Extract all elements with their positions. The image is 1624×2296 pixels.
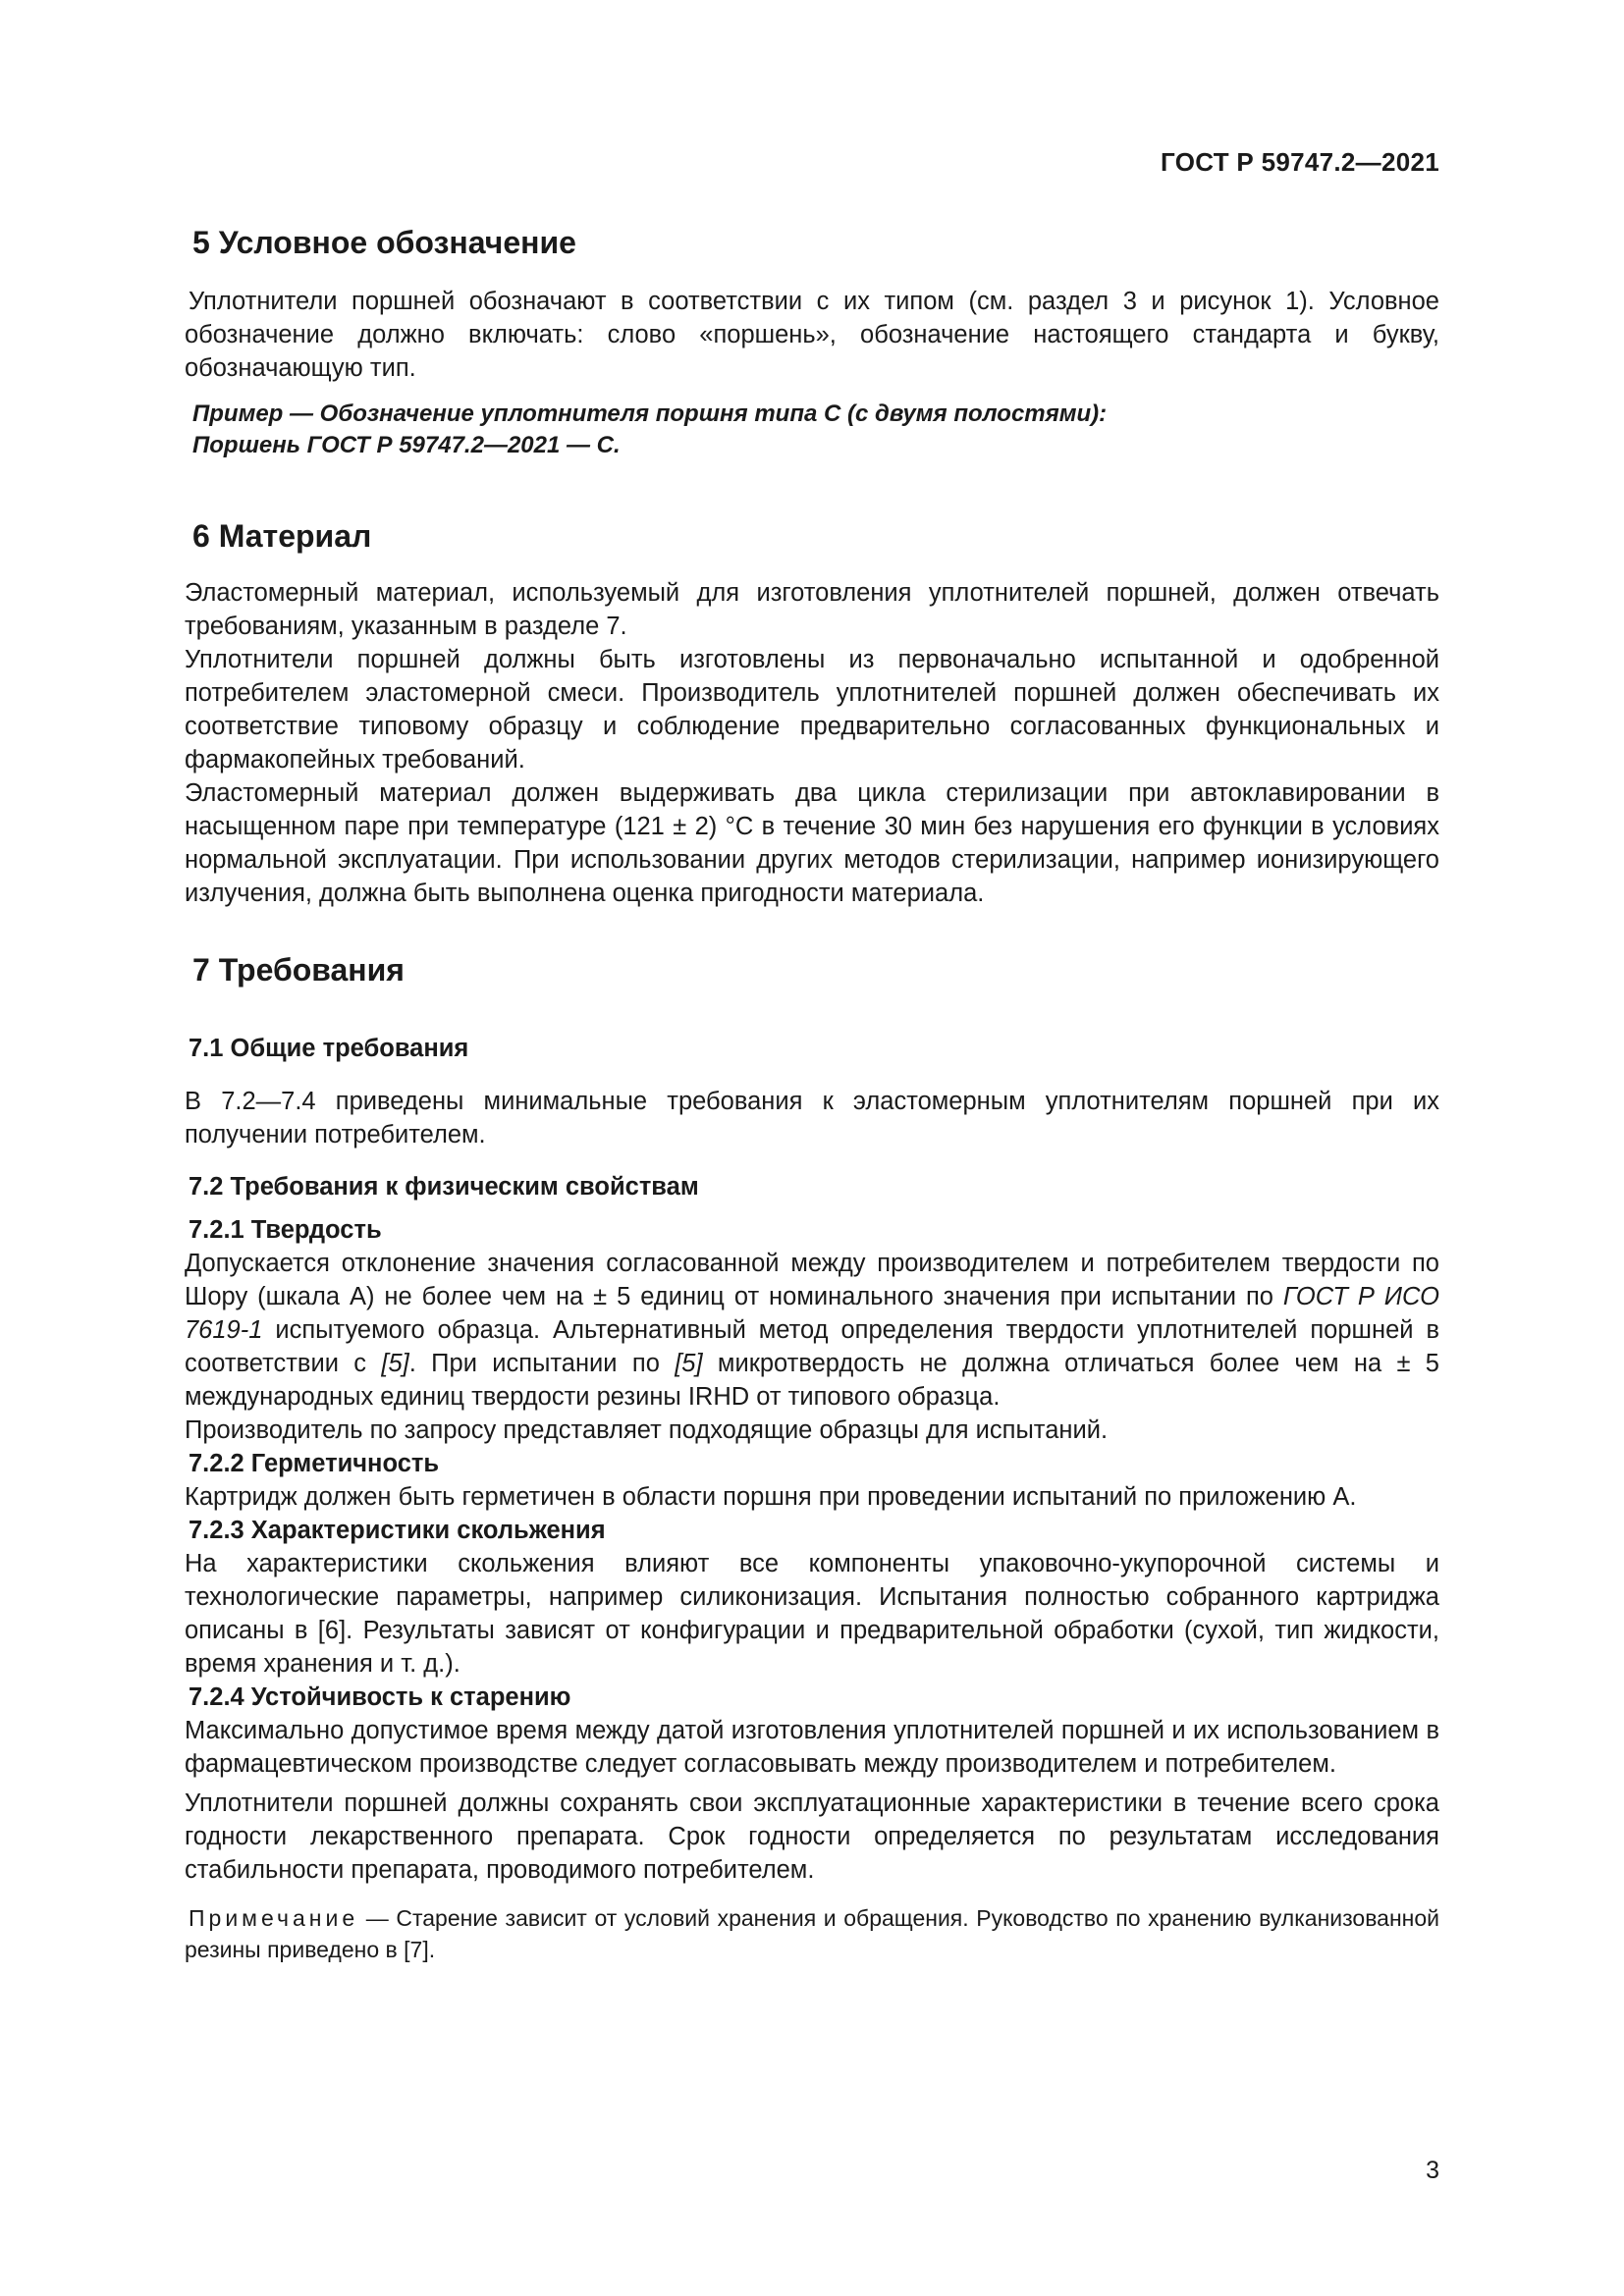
hardness-text-c: . При испытании по [408, 1350, 676, 1377]
section-5-title: 5 Условное обозначение [192, 225, 576, 260]
subsection-7-2-4-title: 7.2.4 Устойчивость к старению [189, 1683, 571, 1711]
subsection-7-2-4-paragraph-1: Максимально допустимое время между датой изготовления уплотнителей поршней и их использованием в фармацевтическом производстве следует согласовывать между производителем и потребителем. [185, 1717, 1439, 1778]
subsection-7-2-1-paragraph-2: Производитель по запросу представляет подходящие образцы для испытаний. [185, 1416, 1109, 1444]
subsection-7-2-1-paragraph-1 [185, 1247, 1439, 1414]
section-6-paragraph-3: Эластомерный материал должен выдерживать два цикла стерилизации при автоклавировании в насыщенном паре при температуре (121 ± 2) °С в течение 30 мин без нарушения его функции в условиях нормальной эксплуатации. При использовании других методов стерилизации, например ионизирующего излучения, должна быть выполнена оценка пригодности материала. [185, 779, 1439, 907]
page-number: 3 [1426, 2157, 1439, 2184]
note-text: — Старение зависит от условий хранения и обращения. Руководство по хранению вулканизованной резины приведено в [7]. [185, 1905, 1439, 1962]
subsection-7-2-4-paragraph-2: Уплотнители поршней должны сохранять свои эксплуатационные характеристики в течение всего срока годности лекарственного препарата. Срок годности определяется по результатам исследования стабильности препарата, проводимого потребителем. [185, 1789, 1439, 1884]
note [185, 1902, 1439, 1965]
subsection-7-2-2-title: 7.2.2 Герметичность [189, 1450, 440, 1477]
example-line-1: Пример — Обозначение уплотнителя поршня типа С (с двумя полостями): [192, 400, 1108, 427]
section-6-body [185, 576, 1439, 910]
subsection-7-1-paragraph: В 7.2—7.4 приведены минимальные требования к эластомерным уплотнителям поршней при их получении потребителем. [185, 1088, 1439, 1148]
section-6-title: 6 Материал [192, 518, 372, 554]
section-7-body [185, 1035, 1439, 1965]
note-label: Примечание [189, 1905, 359, 1931]
example-line-2: Поршень ГОСТ Р 59747.2—2021 — С. [192, 432, 621, 458]
hardness-text-a: Допускается отклонение значения согласованной между производителем и потребителем твердости по Шору (шкала А) не более чем на ± 5 единиц от номинального значения при испытании по [185, 1250, 1439, 1310]
subsection-7-2-title: 7.2 Требования к физическим свойствам [189, 1173, 699, 1201]
subsection-7-2-3-paragraph: На характеристики скольжения влияют все компоненты упаковочно-укупорочной системы и технологические параметры, например силиконизация. Испытания полностью собранного картриджа описаны в [6]. Результаты зависят от конфигурации и предварительной обработки (сухой, тип жидкости, время хранения и т. д.). [185, 1550, 1439, 1678]
section-7-title: 7 Требования [192, 952, 405, 988]
standard-code: ГОСТ Р 59747.2—2021 [1161, 147, 1439, 177]
section-5-paragraph: Уплотнители поршней обозначают в соответствии с их типом (см. раздел 3 и рисунок 1). Условное обозначение должно включать: слово «поршень», обозначение настоящего стандарта и букву, обозначающую тип. [185, 288, 1439, 382]
section-5-body [185, 285, 1439, 461]
reference-gost-iso: ГОСТ Р ИСО 7619-1 [185, 1283, 1439, 1344]
subsection-7-2-2-paragraph: Картридж должен быть герметичен в области поршня при проведении испытаний по приложению А. [185, 1483, 1357, 1511]
hardness-text-b: испытуемого образца. Альтернативный метод определения твердости уплотнителей поршней в соответствии с [185, 1316, 1439, 1377]
reference-5-second: [5] [675, 1350, 703, 1377]
subsection-7-1-title: 7.1 Общие требования [189, 1035, 469, 1062]
subsection-7-2-3-title: 7.2.3 Характеристики скольжения [189, 1517, 606, 1544]
hardness-text-d: микротвердость не должна отличаться более чем на ± 5 международных единиц твердости резины IRHD от типового образца. [185, 1350, 1439, 1411]
reference-5: [5] [381, 1350, 409, 1377]
section-6-paragraph-1: Эластомерный материал, используемый для изготовления уплотнителей поршней, должен отвечать требованиям, указанным в разделе 7. [185, 579, 1439, 640]
section-6-paragraph-2: Уплотнители поршней должны быть изготовлены из первоначально испытанной и одобренной потребителем эластомерной смеси. Производитель уплотнителей поршней должен обеспечивать их соответствие типовому образцу и соблюдение предварительно согласованных функциональных и фармакопейных требований. [185, 646, 1439, 774]
subsection-7-2-1-title: 7.2.1 Твердость [189, 1216, 382, 1244]
